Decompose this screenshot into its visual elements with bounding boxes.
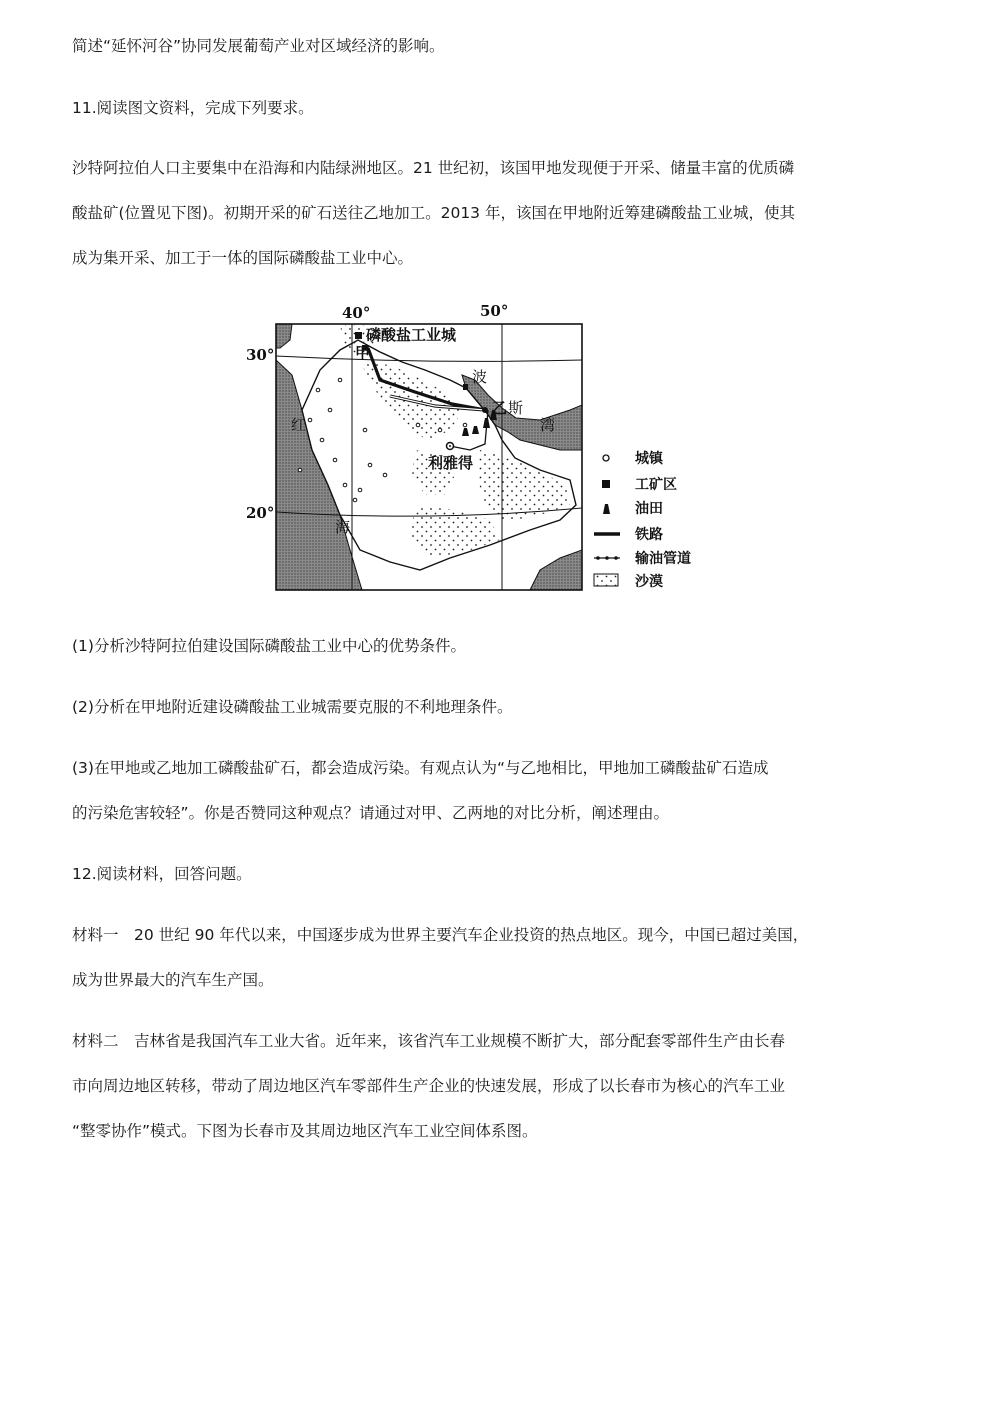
legend-town: 城镇 <box>635 451 663 467</box>
text-line: 沙特阿拉伯人口主要集中在沿海和内陆绿洲地区。21 世纪初，该国甲地发现便于开采、储量丰富的优质磷 <box>72 159 795 177</box>
lat-30-label: 30° <box>246 346 275 364</box>
pipeline-legend-icon <box>594 556 620 560</box>
question-11-part-1: (1)分析沙特阿拉伯建设国际磷酸盐工业中心的优势条件。 <box>72 637 466 655</box>
question-11-part-3: (3)在甲地或乙地加工磷酸盐矿石，都会造成污染。有观点认为“与乙地相比，甲地加工磷酸盐矿石造成 <box>72 759 769 777</box>
lon-50-label: 50° <box>480 302 509 320</box>
desert-legend-icon <box>594 574 618 586</box>
gulf-label-2: 斯 <box>508 399 524 417</box>
yi-label: 乙 <box>492 399 508 417</box>
map-legend <box>594 450 691 590</box>
text-line: 成为集开采、加工于一体的国际磷酸盐工业中心。 <box>72 249 414 267</box>
text-line: “整零协作”模式。下图为长春市及其周边地区汽车工业空间体系图。 <box>72 1122 538 1140</box>
legend-mine: 工矿区 <box>635 477 677 493</box>
text-line: 市向周边地区转移，带动了周边地区汽车零部件生产企业的快速发展，形成了以长春市为核心的汽车工业 <box>72 1077 786 1095</box>
gulf-label-3: 湾 <box>540 416 556 434</box>
jia-label: 甲 <box>355 344 371 362</box>
text-line: 的污染危害较轻”。你是否赞同这种观点？请通过对甲、乙两地的对比分析，阐述理由。 <box>72 804 670 822</box>
legend-railway: 铁路 <box>635 527 663 543</box>
question-12-heading: 12.阅读材料，回答问题。 <box>72 865 252 883</box>
text-line: 简述“延怀河谷”协同发展葡萄产业对区域经济的影响。 <box>72 37 445 55</box>
question-11-part-2: (2)分析在甲地附近建设磷酸盐工业城需要克服的不利地理条件。 <box>72 698 513 716</box>
question-11-heading: 11.阅读图文资料，完成下列要求。 <box>72 99 314 117</box>
text-line: 成为世界最大的汽车生产国。 <box>72 971 274 989</box>
mine-legend-icon <box>602 480 610 488</box>
town-legend-icon <box>603 455 609 461</box>
red-sea-label-1: 红 <box>291 416 307 434</box>
legend-oilfield: 油田 <box>635 501 663 517</box>
red-sea-label-2: 海 <box>335 518 351 536</box>
text-line: 酸盐矿(位置见下图)。初期开采的矿石送往乙地加工。2013 年，该国在甲地附近筹建磷酸盐工业城，使其 <box>72 204 795 222</box>
riyadh-label: 利雅得 <box>428 454 474 472</box>
saudi-arabia-map <box>240 300 710 600</box>
lat-20-label: 20° <box>246 504 275 522</box>
lon-40-label: 40° <box>342 304 371 322</box>
legend-pipeline: 输油管道 <box>635 551 691 567</box>
legend-desert: 沙漠 <box>635 574 663 590</box>
oilfield-legend-icon <box>603 504 610 514</box>
gulf-label-1: 波 <box>472 368 488 386</box>
material-1: 材料一 20 世纪 90 年代以来，中国逐步成为世界主要汽车企业投资的热点地区。现今，中国已超过美国， <box>72 926 809 944</box>
material-2: 材料二 吉林省是我国汽车工业大省。近年来，该省汽车工业规模不断扩大，部分配套零部件生产由长春 <box>72 1032 786 1050</box>
industrial-city-label: 磷酸盐工业城 <box>366 326 457 344</box>
